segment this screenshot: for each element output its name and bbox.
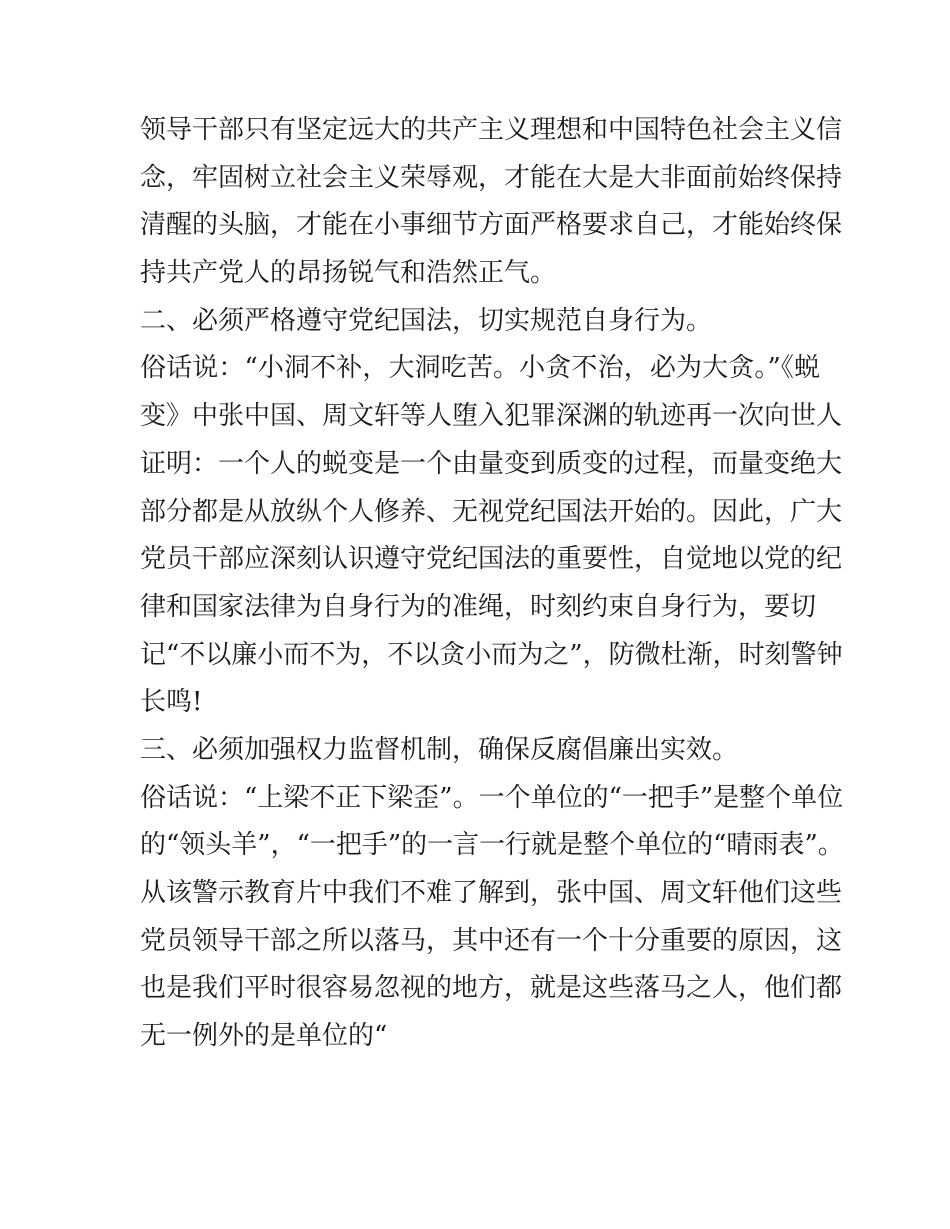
section-heading-2: 二、必须严格遵守党纪国法，切实规范自身行为。 bbox=[140, 305, 713, 336]
text-line-12: 记“不以廉小而不为，不以贪小而为之”，防微杜渐，时刻警钟 bbox=[140, 639, 843, 670]
text-line-8: 证明：一个人的蜕变是一个由量变到质变的过程，而量变绝大 bbox=[140, 448, 843, 479]
document-body bbox=[140, 107, 844, 1061]
text-line-3: 清醒的头脑，才能在小事细节方面严格要求自己，才能始终保 bbox=[140, 210, 843, 241]
text-line-19: 也是我们平时很容易忽视的地方，就是这些落马之人，他们都 bbox=[140, 973, 843, 1004]
text-line-1: 领导干部只有坚定远大的共产主义理想和中国特色社会主义信 bbox=[140, 115, 843, 145]
text-line-18: 党员领导干部之所以落马，其中还有一个十分重要的原因，这 bbox=[140, 925, 843, 956]
text-line-13: 长鸣! bbox=[140, 687, 203, 718]
text-line-11: 律和国家法律为自身行为的准绳，时刻约束自身行为，要切 bbox=[140, 591, 817, 622]
text-line-20: 无一例外的是单位的“ bbox=[140, 1021, 388, 1052]
text-line-9: 部分都是从放纵个人修养、无视党纪国法开始的。因此，广大 bbox=[140, 496, 843, 527]
text-line-6: 俗话说：“小洞不补，大洞吃苦。小贪不治，必为大贪。”《蜕 bbox=[140, 353, 820, 384]
section-heading-3: 三、必须加强权力监督机制，确保反腐倡廉出实效。 bbox=[140, 734, 739, 765]
text-line-16: 的“领头羊”，“一把手”的一言一行就是整个单位的“晴雨表”。 bbox=[140, 830, 844, 861]
text-line-10: 党员干部应深刻认识遵守党纪国法的重要性，自觉地以党的纪 bbox=[140, 544, 843, 575]
text-line-17: 从该警示教育片中我们不难了解到，张中国、周文轩他们这些 bbox=[140, 878, 843, 908]
text-line-7: 变》中张中国、周文轩等人堕入犯罪深渊的轨迹再一次向世人 bbox=[140, 401, 843, 432]
text-line-2: 念，牢固树立社会主义荣辱观，才能在大是大非面前始终保持 bbox=[140, 162, 843, 193]
text-line-4: 持共产党人的昂扬锐气和浩然正气。 bbox=[140, 258, 557, 289]
text-line-15: 俗话说：“上梁不正下梁歪”。一个单位的“一把手”是整个单位 bbox=[140, 782, 844, 813]
